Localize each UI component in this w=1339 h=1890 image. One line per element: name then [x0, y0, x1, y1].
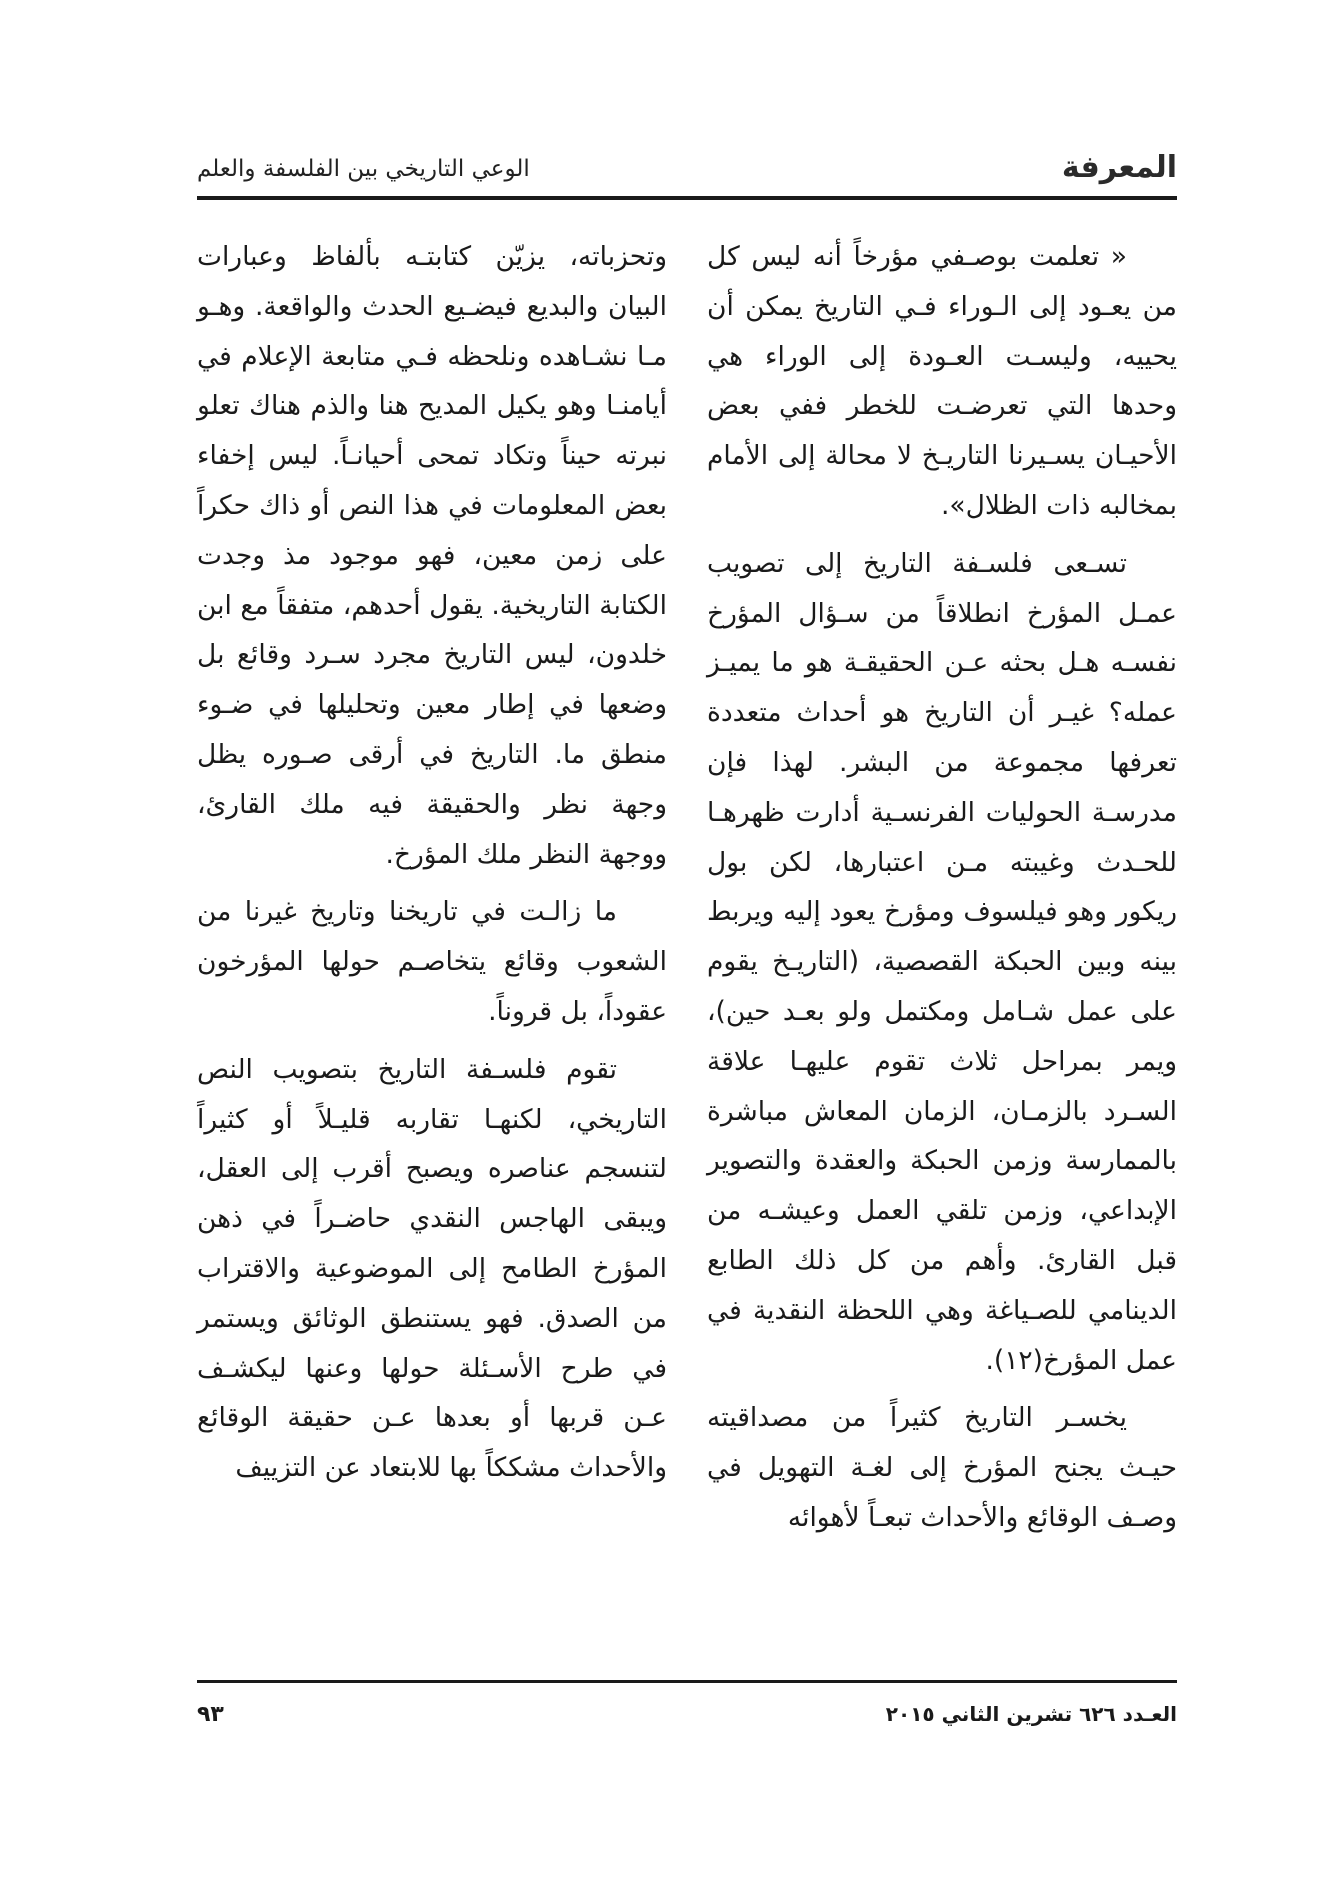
header-rule	[197, 196, 1177, 200]
issue-info: العـدد ٦٢٦ تشرين الثاني ٢٠١٥	[885, 1702, 1177, 1726]
footer-rule	[197, 1680, 1177, 1683]
running-title: الوعي التاريخي بين الفلسفة والعلم	[197, 156, 530, 182]
page-number: ٩٣	[197, 1702, 224, 1727]
page-header	[197, 150, 1177, 190]
paragraph: تقوم فلسـفة التاريخ بتصويب النص التاريخي، لكنهـا تقاربه قليـلاً أو كثيراً لتنسجم عناصره ويصبح أقرب إلى العقل، ويبقى الهاجس النقدي حاضـراً في ذهن المؤرخ الطامح إلى الموضوعية والاقتراب من الصدق. فهو يستنطق الوثائق ويستمر في طرح الأسـئلة حولها وعنها ليكشـف عـن قربها أو بعدها عـن حقيقة الوقائع والأحداث مشككاً بها للابتعاد عن التزييف	[197, 1053, 667, 1484]
right-column	[707, 232, 1177, 1551]
page-footer	[197, 1702, 1177, 1732]
paragraph-continued: وتحزباته، يزيّن كتابتـه بألفاظ وعبارات البيان والبديع فيضـيع الحدث والواقعة. وهـو مـا نشـاهده ونلحظه فـي متابعة الإعلام في أيامنـا وهو يكيل المديح هنا والذم هناك تعلو نبرته حيناً وتكاد تمحى أحيانـاً. ليس إخفاء بعض المعلومات في هذا النص أو ذاك حكراً على زمن معين، فهو موجود مذ وجدت الكتابة التاريخية. يقول أحدهم، متفقاً مع ابن خلدون، ليس التاريخ مجرد سـرد وقائع بل وضعها في إطار معين وتحليلها في ضـوء منطق ما. التاريخ في أرقى صـوره يظل وجهة نظر والحقيقة فيه ملك القارئ، ووجهة النظر ملك المؤرخ.	[197, 241, 667, 870]
left-column	[197, 232, 667, 1501]
paragraph: يخسـر التاريخ كثيراً من مصداقيته حيـث يجنح المؤرخ إلى لغـة التهويل في وصـف الوقائع والأحداث تبعـاً لأهوائه	[707, 1402, 1177, 1533]
paragraph: تسـعى فلسـفة التاريخ إلى تصويب عمـل المؤرخ انطلاقاً من سـؤال المؤرخ نفسـه هـل بحثه عـن الحقيقـة هو ما يميـز عمله؟ غيـر أن التاريخ هو أحداث متعددة تعرفها مجموعة من البشر. لهذا فإن مدرسـة الحوليات الفرنسـية أدارت ظهرهـا للحـدث وغيبته مـن اعتبارها، لكن بول ريكور وهو فيلسوف ومؤرخ يعود إليه ويربط بينه وبين الحبكة القصصية، (التاريـخ يقوم على عمل شـامل ومكتمل ولو بعـد حين)، ويمر بمراحل ثلاث تقوم عليهـا علاقة السـرد بالزمـان، الزمان المعاش مباشرة بالممارسة وزمن الحبكة والعقدة والتصوير الإبداعي، وزمن تلقي العمل وعيشـه من قبل القارئ. وأهم من كل ذلك الطابع الدينامي للصـياغة وهي اللحظة النقدية في عمل المؤرخ(١٢).	[707, 547, 1177, 1376]
paragraph: ما زالـت في تاريخنا وتاريخ غيرنا من الشعوب وقائع يتخاصـم حولها المؤرخون عقوداً، بل قروناً.	[197, 896, 667, 1027]
magazine-logo: المعرفة	[1061, 150, 1177, 185]
paragraph-quote: « تعلمت بوصـفي مؤرخاً أنه ليس كل من يعـود إلى الـوراء فـي التاريخ يمكن أن يحييه، وليسـت العـودة إلى الوراء هي وحدها التي تعرضـت للخطر ففي بعض الأحيـان يسـيرنا التاريـخ لا محالة إلى الأمام بمخالبه ذات الظلال».	[707, 241, 1177, 521]
